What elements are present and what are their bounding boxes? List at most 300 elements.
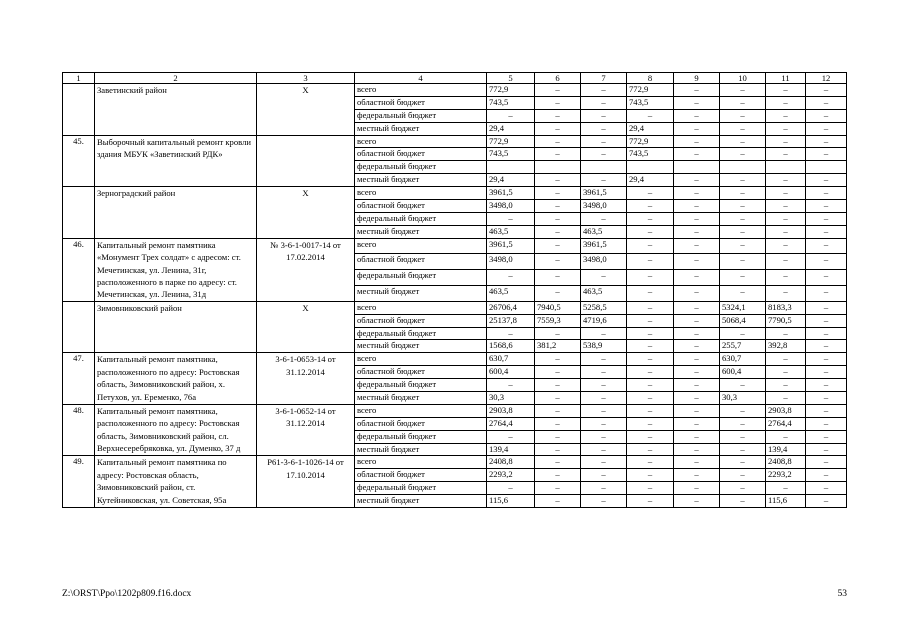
- document-ref: № 3-6-1-0017-14 от 17.02.2014: [257, 238, 355, 301]
- amount-cell: –: [806, 430, 847, 443]
- amount-cell: –: [720, 148, 766, 161]
- amount-cell: 3961,5: [487, 238, 535, 254]
- column-number-header: 6: [535, 73, 581, 84]
- amount-cell: 743,5: [627, 96, 674, 109]
- amount-cell: –: [581, 417, 627, 430]
- amount-cell: –: [674, 270, 720, 286]
- amount-cell: –: [806, 109, 847, 122]
- amount-cell: –: [806, 482, 847, 495]
- amount-cell: –: [627, 109, 674, 122]
- amount-cell: –: [627, 353, 674, 366]
- amount-cell: –: [720, 109, 766, 122]
- amount-cell: –: [806, 270, 847, 286]
- object-name: Капитальный ремонт памятника «Монумент Трех солдат» с адресом: ст. Мечетинская, ул. Ленина, 31г, расположенного в парке по адресу: ст. Мечетинская, ул. Ленина, 31д: [95, 238, 257, 301]
- budget-source: федеральный бюджет: [355, 379, 487, 392]
- amount-cell: 630,7: [720, 353, 766, 366]
- amount-cell: –: [806, 200, 847, 213]
- amount-cell: –: [627, 391, 674, 404]
- amount-cell: –: [487, 270, 535, 286]
- item-number: 45.: [63, 135, 95, 187]
- amount-cell: –: [674, 495, 720, 508]
- object-name: Капитальный ремонт памятника, расположенного по адресу: Ростовская область, Зимовниковский район, х. Петухов, ул. Еременко, 76а: [95, 353, 257, 405]
- amount-cell: –: [487, 430, 535, 443]
- amount-cell: –: [806, 122, 847, 135]
- amount-cell: 30,3: [720, 391, 766, 404]
- amount-cell: –: [806, 443, 847, 456]
- amount-cell: –: [581, 366, 627, 379]
- column-number-header: 10: [720, 73, 766, 84]
- budget-table: [62, 72, 847, 508]
- budget-source: федеральный бюджет: [355, 482, 487, 495]
- amount-cell: 463,5: [487, 225, 535, 238]
- column-number-header: 12: [806, 73, 847, 84]
- amount-cell: –: [806, 96, 847, 109]
- amount-cell: –: [720, 238, 766, 254]
- amount-cell: –: [674, 327, 720, 340]
- amount-cell: 3498,0: [487, 200, 535, 213]
- amount-cell: –: [627, 254, 674, 270]
- amount-cell: –: [806, 301, 847, 314]
- amount-cell: –: [766, 174, 806, 187]
- table-row: [63, 301, 847, 314]
- amount-cell: –: [806, 469, 847, 482]
- table-row: [63, 187, 847, 200]
- amount-cell: –: [766, 187, 806, 200]
- amount-cell: 29,4: [487, 174, 535, 187]
- amount-cell: –: [627, 225, 674, 238]
- amount-cell: –: [627, 482, 674, 495]
- amount-cell: –: [766, 225, 806, 238]
- amount-cell: –: [674, 469, 720, 482]
- amount-cell: 139,4: [487, 443, 535, 456]
- amount-cell: 3961,5: [581, 187, 627, 200]
- amount-cell: –: [581, 482, 627, 495]
- amount-cell: –: [720, 122, 766, 135]
- amount-cell: –: [674, 366, 720, 379]
- amount-cell: –: [806, 314, 847, 327]
- amount-cell: [581, 161, 627, 174]
- amount-cell: –: [535, 270, 581, 286]
- amount-cell: –: [766, 212, 806, 225]
- budget-source: местный бюджет: [355, 174, 487, 187]
- amount-cell: –: [535, 469, 581, 482]
- amount-cell: –: [535, 285, 581, 301]
- column-number-header: 4: [355, 73, 487, 84]
- amount-cell: –: [581, 495, 627, 508]
- amount-cell: 463,5: [581, 285, 627, 301]
- column-number-header: 8: [627, 73, 674, 84]
- amount-cell: –: [535, 482, 581, 495]
- amount-cell: 600,4: [487, 366, 535, 379]
- amount-cell: –: [720, 187, 766, 200]
- amount-cell: [487, 161, 535, 174]
- amount-cell: –: [674, 417, 720, 430]
- table-row: [63, 135, 847, 148]
- amount-cell: –: [674, 314, 720, 327]
- table-row: [63, 84, 847, 97]
- budget-source: федеральный бюджет: [355, 212, 487, 225]
- amount-cell: 2903,8: [487, 404, 535, 417]
- amount-cell: –: [674, 212, 720, 225]
- column-number-header: 11: [766, 73, 806, 84]
- amount-cell: –: [674, 135, 720, 148]
- amount-cell: –: [674, 200, 720, 213]
- amount-cell: –: [720, 379, 766, 392]
- amount-cell: –: [720, 135, 766, 148]
- amount-cell: –: [806, 340, 847, 353]
- item-number: [63, 301, 95, 353]
- budget-source: всего: [355, 238, 487, 254]
- amount-cell: –: [720, 270, 766, 286]
- amount-cell: –: [806, 327, 847, 340]
- amount-cell: –: [581, 174, 627, 187]
- amount-cell: 743,5: [487, 96, 535, 109]
- amount-cell: –: [806, 456, 847, 469]
- amount-cell: [720, 161, 766, 174]
- amount-cell: 2293,2: [766, 469, 806, 482]
- amount-cell: 1568,6: [487, 340, 535, 353]
- amount-cell: –: [674, 301, 720, 314]
- amount-cell: 743,5: [487, 148, 535, 161]
- amount-cell: 26706,4: [487, 301, 535, 314]
- amount-cell: –: [581, 148, 627, 161]
- amount-cell: –: [720, 212, 766, 225]
- amount-cell: –: [581, 96, 627, 109]
- table-row: [63, 456, 847, 469]
- budget-source: всего: [355, 84, 487, 97]
- amount-cell: –: [535, 174, 581, 187]
- amount-cell: –: [581, 469, 627, 482]
- amount-cell: –: [674, 430, 720, 443]
- amount-cell: –: [766, 353, 806, 366]
- amount-cell: –: [627, 187, 674, 200]
- amount-cell: –: [806, 391, 847, 404]
- amount-cell: 7790,5: [766, 314, 806, 327]
- object-name: Заветинский район: [95, 84, 257, 136]
- budget-source: федеральный бюджет: [355, 109, 487, 122]
- amount-cell: –: [581, 84, 627, 97]
- amount-cell: –: [674, 482, 720, 495]
- amount-cell: –: [535, 212, 581, 225]
- amount-cell: 29,4: [487, 122, 535, 135]
- amount-cell: –: [674, 122, 720, 135]
- amount-cell: –: [720, 285, 766, 301]
- amount-cell: –: [674, 340, 720, 353]
- amount-cell: 2408,8: [766, 456, 806, 469]
- amount-cell: 115,6: [487, 495, 535, 508]
- amount-cell: 2764,4: [487, 417, 535, 430]
- amount-cell: –: [766, 366, 806, 379]
- amount-cell: –: [766, 327, 806, 340]
- amount-cell: –: [806, 225, 847, 238]
- table-row: [63, 238, 847, 254]
- budget-source: областной бюджет: [355, 200, 487, 213]
- item-number: 46.: [63, 238, 95, 301]
- amount-cell: –: [627, 327, 674, 340]
- amount-cell: –: [806, 285, 847, 301]
- budget-source: федеральный бюджет: [355, 327, 487, 340]
- amount-cell: –: [720, 456, 766, 469]
- amount-cell: –: [720, 495, 766, 508]
- amount-cell: –: [674, 96, 720, 109]
- amount-cell: –: [487, 109, 535, 122]
- amount-cell: –: [766, 285, 806, 301]
- amount-cell: [535, 161, 581, 174]
- amount-cell: –: [766, 482, 806, 495]
- amount-cell: 115,6: [766, 495, 806, 508]
- amount-cell: 8183,3: [766, 301, 806, 314]
- amount-cell: 3961,5: [581, 238, 627, 254]
- amount-cell: 2408,8: [487, 456, 535, 469]
- amount-cell: 2764,4: [766, 417, 806, 430]
- amount-cell: –: [535, 456, 581, 469]
- amount-cell: 255,7: [720, 340, 766, 353]
- amount-cell: –: [806, 379, 847, 392]
- amount-cell: –: [581, 327, 627, 340]
- amount-cell: 3498,0: [581, 254, 627, 270]
- amount-cell: –: [674, 379, 720, 392]
- budget-source: всего: [355, 301, 487, 314]
- amount-cell: –: [487, 327, 535, 340]
- amount-cell: –: [627, 301, 674, 314]
- budget-source: областной бюджет: [355, 314, 487, 327]
- amount-cell: –: [674, 391, 720, 404]
- item-number: 49.: [63, 456, 95, 508]
- amount-cell: –: [720, 327, 766, 340]
- document-ref: 3-6-1-0653-14 от 31.12.2014: [257, 353, 355, 405]
- amount-cell: –: [674, 456, 720, 469]
- amount-cell: –: [535, 417, 581, 430]
- budget-source: всего: [355, 187, 487, 200]
- amount-cell: –: [766, 270, 806, 286]
- amount-cell: –: [535, 327, 581, 340]
- document-ref: Р61-3-6-1-1026-14 от 17.10.2014: [257, 456, 355, 508]
- amount-cell: –: [627, 270, 674, 286]
- column-number-header: 5: [487, 73, 535, 84]
- amount-cell: –: [627, 366, 674, 379]
- budget-source: федеральный бюджет: [355, 161, 487, 174]
- document-ref: [257, 135, 355, 187]
- amount-cell: –: [720, 482, 766, 495]
- object-name: Зимовниковский район: [95, 301, 257, 353]
- amount-cell: 5068,4: [720, 314, 766, 327]
- amount-cell: –: [806, 212, 847, 225]
- amount-cell: –: [535, 430, 581, 443]
- amount-cell: –: [720, 225, 766, 238]
- amount-cell: 5324,1: [720, 301, 766, 314]
- budget-source: областной бюджет: [355, 96, 487, 109]
- amount-cell: –: [674, 285, 720, 301]
- amount-cell: –: [487, 482, 535, 495]
- table-row: [63, 353, 847, 366]
- amount-cell: –: [627, 469, 674, 482]
- budget-source: местный бюджет: [355, 443, 487, 456]
- table-row: [63, 404, 847, 417]
- amount-cell: –: [535, 135, 581, 148]
- amount-cell: –: [720, 254, 766, 270]
- amount-cell: –: [581, 353, 627, 366]
- amount-cell: –: [487, 379, 535, 392]
- amount-cell: –: [766, 200, 806, 213]
- amount-cell: 2903,8: [766, 404, 806, 417]
- amount-cell: 5258,5: [581, 301, 627, 314]
- amount-cell: –: [627, 379, 674, 392]
- column-number-header: 2: [95, 73, 257, 84]
- amount-cell: –: [581, 456, 627, 469]
- budget-source: областной бюджет: [355, 417, 487, 430]
- amount-cell: –: [806, 366, 847, 379]
- amount-cell: –: [535, 96, 581, 109]
- amount-cell: 538,9: [581, 340, 627, 353]
- amount-cell: –: [627, 340, 674, 353]
- amount-cell: 139,4: [766, 443, 806, 456]
- amount-cell: –: [766, 135, 806, 148]
- amount-cell: –: [806, 135, 847, 148]
- page-number: 53: [837, 589, 847, 599]
- amount-cell: –: [581, 430, 627, 443]
- amount-cell: –: [806, 84, 847, 97]
- amount-cell: –: [581, 391, 627, 404]
- object-name: Выборочный капитальный ремонт кровли здания МБУК «Заветинский РДК»: [95, 135, 257, 187]
- amount-cell: 3498,0: [581, 200, 627, 213]
- amount-cell: –: [627, 417, 674, 430]
- amount-cell: –: [535, 353, 581, 366]
- amount-cell: 772,9: [627, 135, 674, 148]
- amount-cell: –: [766, 391, 806, 404]
- amount-cell: –: [720, 469, 766, 482]
- amount-cell: 743,5: [627, 148, 674, 161]
- amount-cell: –: [535, 225, 581, 238]
- amount-cell: –: [766, 122, 806, 135]
- amount-cell: –: [581, 109, 627, 122]
- budget-source: областной бюджет: [355, 254, 487, 270]
- amount-cell: –: [720, 200, 766, 213]
- amount-cell: 381,2: [535, 340, 581, 353]
- amount-cell: –: [535, 404, 581, 417]
- amount-cell: –: [627, 285, 674, 301]
- amount-cell: –: [535, 238, 581, 254]
- amount-cell: –: [674, 84, 720, 97]
- amount-cell: 3961,5: [487, 187, 535, 200]
- column-number-row: [63, 73, 847, 84]
- amount-cell: –: [766, 254, 806, 270]
- amount-cell: –: [766, 84, 806, 97]
- amount-cell: –: [535, 200, 581, 213]
- amount-cell: 600,4: [720, 366, 766, 379]
- amount-cell: –: [806, 148, 847, 161]
- budget-source: областной бюджет: [355, 366, 487, 379]
- amount-cell: –: [674, 238, 720, 254]
- column-number-header: 9: [674, 73, 720, 84]
- amount-cell: –: [581, 379, 627, 392]
- amount-cell: –: [535, 122, 581, 135]
- amount-cell: [806, 161, 847, 174]
- amount-cell: –: [627, 495, 674, 508]
- amount-cell: –: [627, 314, 674, 327]
- amount-cell: –: [535, 443, 581, 456]
- amount-cell: –: [535, 148, 581, 161]
- file-path: Z:\ORST\Ppo\1202p809.f16.docx: [62, 589, 192, 599]
- amount-cell: 463,5: [487, 285, 535, 301]
- amount-cell: –: [581, 135, 627, 148]
- amount-cell: –: [674, 109, 720, 122]
- amount-cell: –: [487, 212, 535, 225]
- document-ref: X: [257, 84, 355, 136]
- amount-cell: –: [627, 212, 674, 225]
- budget-source: федеральный бюджет: [355, 430, 487, 443]
- amount-cell: –: [766, 148, 806, 161]
- amount-cell: –: [581, 122, 627, 135]
- item-number: 47.: [63, 353, 95, 405]
- amount-cell: –: [720, 174, 766, 187]
- budget-source: областной бюджет: [355, 469, 487, 482]
- amount-cell: –: [766, 430, 806, 443]
- budget-source: местный бюджет: [355, 340, 487, 353]
- budget-source: всего: [355, 135, 487, 148]
- amount-cell: 29,4: [627, 122, 674, 135]
- amount-cell: 30,3: [487, 391, 535, 404]
- amount-cell: –: [674, 174, 720, 187]
- amount-cell: –: [627, 238, 674, 254]
- amount-cell: –: [674, 443, 720, 456]
- item-number: [63, 84, 95, 136]
- amount-cell: 463,5: [581, 225, 627, 238]
- amount-cell: 2293,2: [487, 469, 535, 482]
- column-number-header: 7: [581, 73, 627, 84]
- column-number-header: 1: [63, 73, 95, 84]
- budget-source: федеральный бюджет: [355, 270, 487, 286]
- amount-cell: –: [627, 404, 674, 417]
- amount-cell: –: [806, 404, 847, 417]
- amount-cell: –: [674, 254, 720, 270]
- amount-cell: 25137,8: [487, 314, 535, 327]
- amount-cell: –: [806, 174, 847, 187]
- amount-cell: 7559,3: [535, 314, 581, 327]
- amount-cell: 7940,5: [535, 301, 581, 314]
- amount-cell: 772,9: [487, 84, 535, 97]
- amount-cell: 3498,0: [487, 254, 535, 270]
- budget-source: местный бюджет: [355, 391, 487, 404]
- amount-cell: –: [535, 109, 581, 122]
- amount-cell: –: [535, 187, 581, 200]
- amount-cell: –: [627, 200, 674, 213]
- amount-cell: –: [581, 212, 627, 225]
- amount-cell: –: [766, 96, 806, 109]
- amount-cell: –: [535, 366, 581, 379]
- amount-cell: –: [581, 270, 627, 286]
- amount-cell: –: [535, 495, 581, 508]
- amount-cell: –: [720, 84, 766, 97]
- amount-cell: –: [674, 404, 720, 417]
- amount-cell: –: [766, 238, 806, 254]
- amount-cell: –: [806, 187, 847, 200]
- budget-source: местный бюджет: [355, 225, 487, 238]
- amount-cell: –: [581, 404, 627, 417]
- amount-cell: –: [627, 430, 674, 443]
- budget-source: всего: [355, 353, 487, 366]
- amount-cell: –: [674, 353, 720, 366]
- document-ref: 3-6-1-0652-14 от 31.12.2014: [257, 404, 355, 456]
- amount-cell: –: [581, 443, 627, 456]
- amount-cell: –: [806, 495, 847, 508]
- amount-cell: –: [806, 353, 847, 366]
- item-number: 48.: [63, 404, 95, 456]
- object-name: Зерноградский район: [95, 187, 257, 239]
- amount-cell: –: [535, 379, 581, 392]
- amount-cell: –: [806, 417, 847, 430]
- object-name: Капитальный ремонт памятника по адресу: Ростовская область, Зимовниковский район, ст. Кутейниковская, ул. Советская, 95а: [95, 456, 257, 508]
- amount-cell: –: [720, 417, 766, 430]
